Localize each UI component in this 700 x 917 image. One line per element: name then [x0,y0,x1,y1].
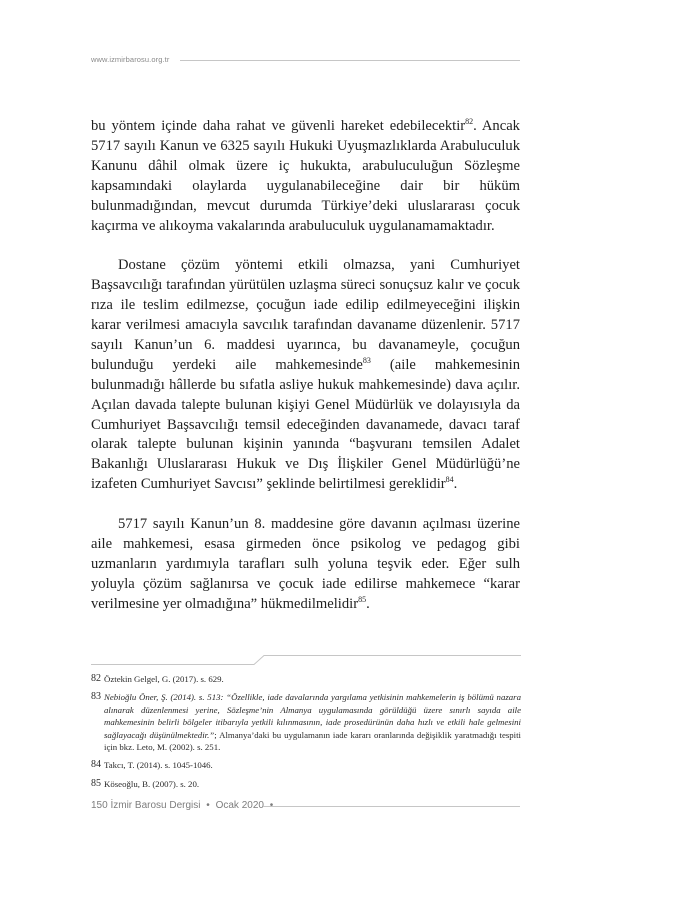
paragraph-text: 5717 sayılı Kanun’un 8. maddesine göre davanın açılması üzerine aile mahkemesi, esasa girmeden önce psikolog ve pedagog gibi uzmanların yardımıyla tarafları sulh yoluna teşvik eder. Eğer sulh yoluyla çözüm sağlanırsa ve çocuk iade edilirse mahkemece “karar verilmesine yer olmadığına” hükmedilmelidir [91,516,520,612]
paragraph-text: Dostane çözüm yöntemi etkili olmazsa, yani Cumhuriyet Başsavcılığı tarafından yürütülen uzlaşma süreci sonuçsuz kalır ve çocuk rıza ile teslim edilmezse, çocuğun iade edilip edilmeyeceğini ilişkin karar verilmesi amacıyla savcılık tarafından davaname düzenlenir. 5717 sayılı Kanun’un 6. maddesi uyarınca, bu davanameyle, çocuğun bulunduğu yerdeki aile mahkemesinde [91,257,520,373]
footnotes [91,673,521,796]
footnote-ref: 83 [362,355,371,365]
footnote-number: 84 [91,759,101,771]
paragraph-text: (aile mahkemesinin bulunmadığı hâllerde bu sıfatla asliye hukuk mahkemesinde) dava açılır. Açılan davada talepte bulunan kişiyi Genel Müdürlük ve dolayısıyla da Cumhuriyet Başsavcılığı temsil edeceğinden davanamede, davacı taraf olarak talepte bulunan kişinin yanında “başvuranı temsilen Adalet Bakanlığı Uluslararası Hukuk ve Dış İlişkiler Genel Müdürlüğü’ne izafeten Cumhuriyet Savcısı” şeklinde belirtilmesi gereklidir [91,356,520,493]
footnote [91,691,521,753]
footnote-number: 82 [91,673,101,684]
footnote-number: 85 [91,777,101,789]
footnote-text: Öztekin Gelgel, G. (2017). s. 629. [104,674,224,684]
paragraph-text: . [453,476,458,493]
footnote-ref: 82 [465,117,474,126]
header-rule [180,60,520,61]
footnote [91,673,521,685]
paragraph-text: . Ancak 5717 sayılı Kanun ve 6325 sayılı Hukuki Uyuşmazlıklarda Arabuluculuk Kanunu dâhil olmak üzere iç hukukta, arabuluculuğun Sözleşme kapsamındaki olaylarda uygulanabileceğine dair bir hüküm bulunmadığından, mevcut durumda Türkiye’deki uluslararası çocuk kaçırma ve alıkoyma vakalarında arabuluculuk uygulanamamaktadır. [91,118,520,234]
footer-rule [263,806,520,807]
paragraph [91,117,520,236]
footnote-ref: 85 [358,594,367,604]
body-text [91,117,520,615]
footnote-rest: ; Almanya’daki bu uygulamanın iade kararı oranlarında değişiklik yaratmadığı tespiti için bkz. Leto, M. (2002). s. 251. [104,729,521,753]
paragraph-text: bu yöntem içinde daha rahat ve güvenli hareket edebilecektir [91,118,466,134]
page-footer [91,800,276,811]
page-number: 150 [91,800,108,811]
issue-date: Ocak 2020 [215,800,264,811]
separator-dot: • [269,800,274,811]
footnote [91,778,521,790]
paragraph-text: . [366,595,370,612]
paragraph [91,515,520,615]
footnote-text: Takcı, T. (2014). s. 1045-1046. [104,760,213,771]
footnote-separator [91,655,521,665]
footnote-text: Köseoğlu, B. (2007). s. 20. [104,778,200,789]
journal-name: İzmir Barosu Dergisi [110,800,201,811]
paragraph [91,256,520,495]
footnote-ref: 84 [445,475,454,485]
footnote-quote: Nebioğlu Öner, Ş. (2014). s. 513: “Özellikle, iade davalarında yargılama yetkisinin mahkemelerin iş bölümü nazara alınarak düzenlenmesi yerine, Sözleşme’nin Almanya uygulamasında görüldüğü üzere sınırlı sayıda aile mahkemesinin belirli bölgeler itibarıyla yetkili kılınmasının, iade prosedürünün daha hızlı ve etkili hale gelmesini sağlayacağı düşünülmektedir.” [104,692,521,740]
footnote [91,759,521,771]
separator-dot: • [206,800,210,811]
footnote-text [104,691,521,753]
footnote-number: 83 [91,691,101,703]
header-url: www.izmirbarosu.org.tr [91,55,170,64]
